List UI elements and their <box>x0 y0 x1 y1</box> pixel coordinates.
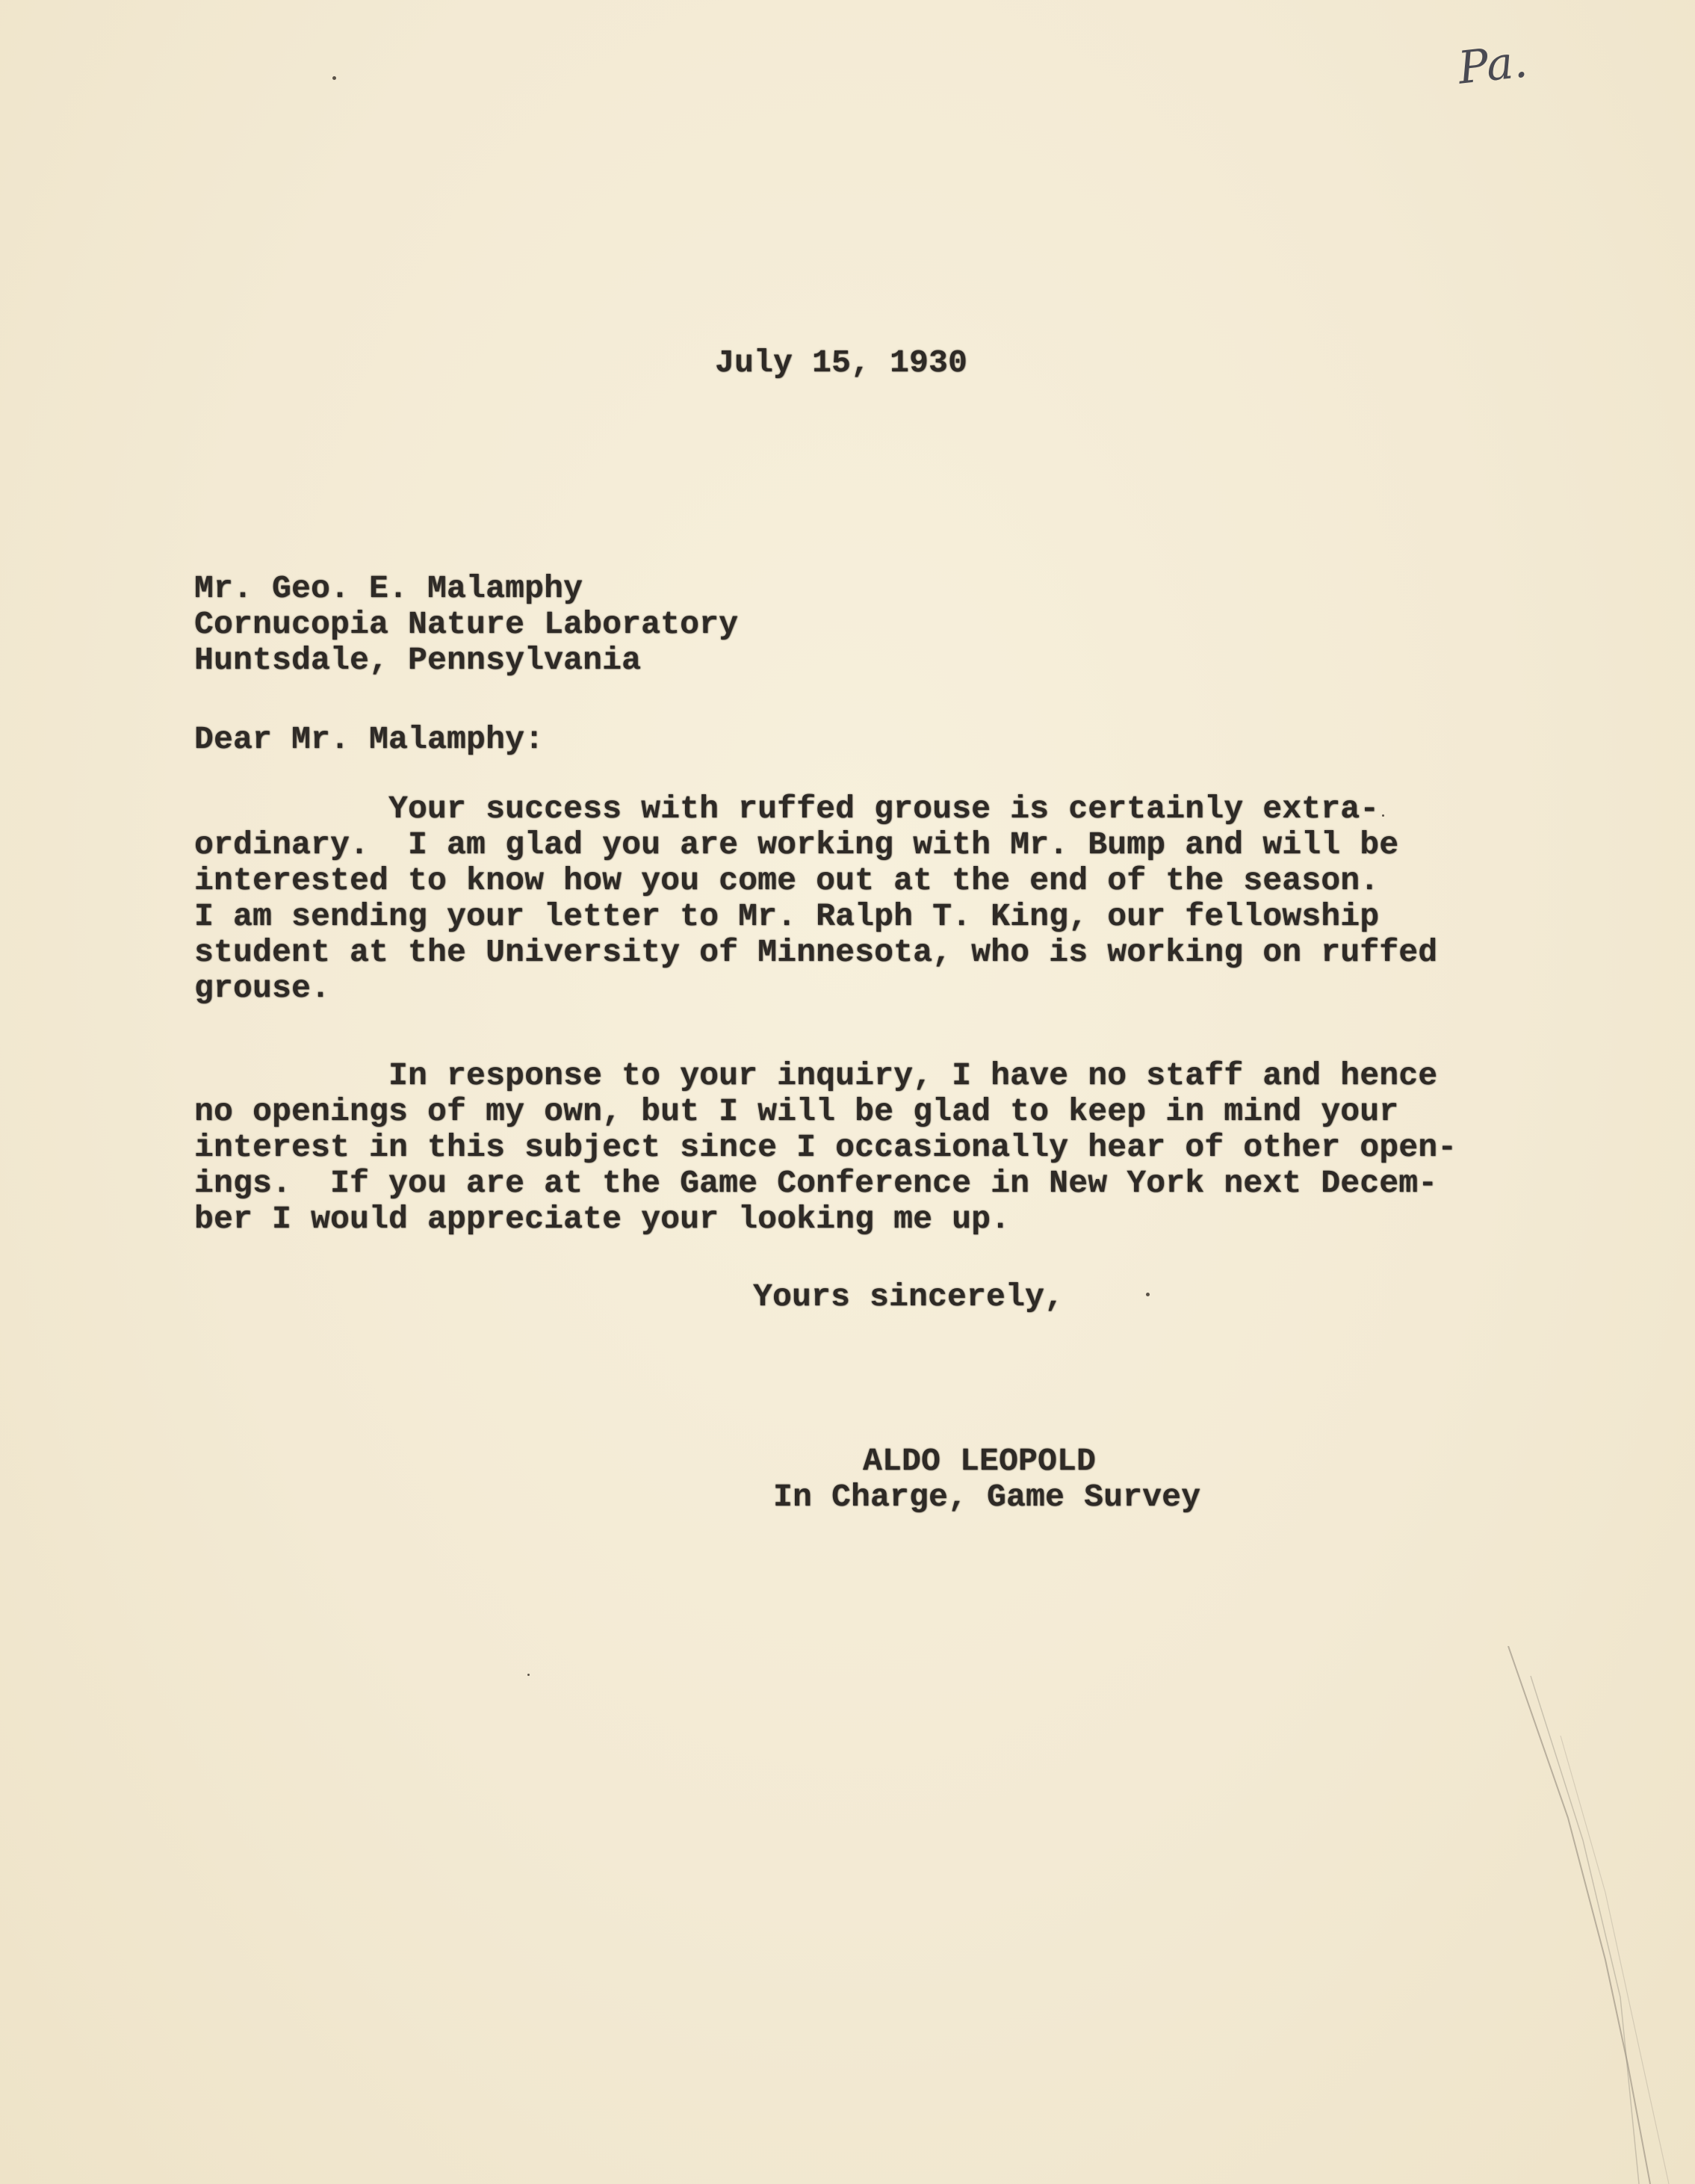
addressee-organization: Cornucopia Nature Laboratory <box>194 606 739 643</box>
paragraph-line: ings. If you are at the Game Conference in New York next Decem- <box>194 1165 1438 1201</box>
paper-speck <box>527 1674 530 1676</box>
paragraph-line: student at the University of Minnesota, who is working on ruffed <box>194 934 1438 971</box>
paragraph-line: interested to know how you come out at the end of the season. <box>194 862 1380 899</box>
paper-speck <box>1382 814 1384 817</box>
signer-title: In Charge, Game Survey <box>773 1479 1201 1515</box>
paragraph-line: I am sending your letter to Mr. Ralph T. King, our fellowship <box>194 898 1380 935</box>
addressee-block <box>194 571 738 678</box>
addressee-name: Mr. Geo. E. Malamphy <box>194 570 583 607</box>
paragraph-line: no openings of my own, but I will be glad to keep in mind your <box>194 1093 1399 1130</box>
signature-block <box>773 1444 1200 1515</box>
paragraph-line: interest in this subject since I occasionally hear of other open- <box>194 1129 1457 1166</box>
paper-crease-marks <box>1381 1646 1695 2184</box>
paragraph-line: Your success with ruffed grouse is certainly extra- <box>194 791 1380 827</box>
addressee-location: Huntsdale, Pennsylvania <box>194 642 642 678</box>
complimentary-close: Yours sincerely, <box>753 1278 1065 1315</box>
handwritten-annotation: Pa. <box>1455 35 1530 95</box>
paper-speck <box>332 76 336 80</box>
paper-speck <box>1146 1293 1150 1296</box>
paragraph-line: ber I would appreciate your looking me up. <box>194 1201 1011 1237</box>
letter-date: July 15, 1930 <box>715 344 968 381</box>
body-paragraph-1 <box>194 791 1437 1006</box>
paragraph-line: grouse. <box>194 970 331 1006</box>
signer-name: ALDO LEOPOLD <box>863 1443 1097 1479</box>
paragraph-line: ordinary. I am glad you are working with Mr. Bump and will be <box>194 826 1399 863</box>
body-paragraph-2 <box>194 1058 1457 1237</box>
salutation: Dear Mr. Malamphy: <box>194 721 545 758</box>
paragraph-line: In response to your inquiry, I have no staff and hence <box>194 1057 1438 1094</box>
